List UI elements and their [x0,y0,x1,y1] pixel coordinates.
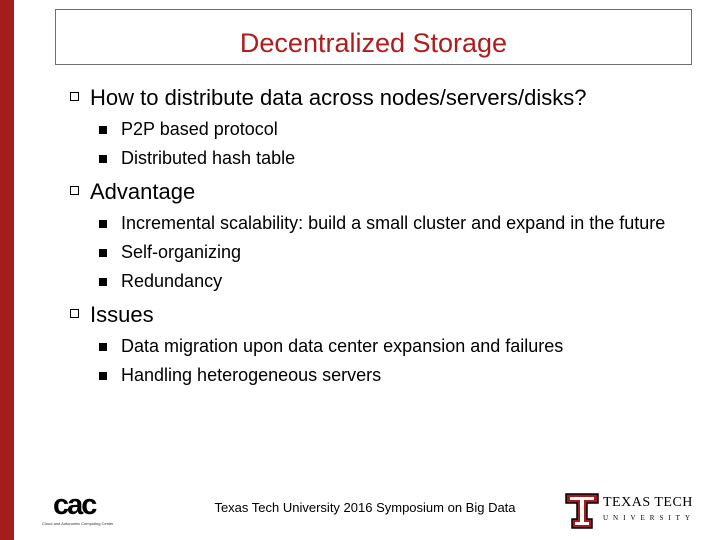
square-bullet-icon [99,372,107,380]
cac-logo-subtext: Cloud and Autonomic Computing Center [42,521,114,526]
cac-logo-text: cac [53,489,96,521]
double-t-icon [565,493,599,529]
hollow-square-bullet-icon [70,186,79,195]
footer-caption: Texas Tech University 2016 Symposium on Big Data [214,500,516,515]
sub-bullet [70,118,710,141]
tt-logo-university: UNIVERSITY [603,514,695,522]
slide-title: Decentralized Storage [239,28,508,58]
sub-bullet-text: Incremental scalability: build a small cluster and expand in the future [121,213,666,233]
square-bullet-icon [99,343,107,351]
sub-bullet-text: Data migration upon data center expansion and failures [121,336,564,356]
bullet-section-1 [70,84,710,112]
section-1-heading: How to distribute data across nodes/servers/disks? [90,85,587,110]
sub-bullet-text: Distributed hash table [121,148,296,168]
texas-tech-logo [565,493,705,529]
left-accent-bar [0,0,14,540]
tt-logo-name: TEXAS TECH [603,495,693,510]
square-bullet-icon [99,155,107,163]
title-box [55,9,692,65]
square-bullet-icon [99,126,107,134]
hollow-square-bullet-icon [70,309,79,318]
bullet-section-2 [70,178,710,206]
section-3-heading: Issues [90,302,154,327]
bullet-section-3 [70,301,710,329]
sub-bullet [70,147,710,170]
sub-bullet-text: Handling heterogeneous servers [121,365,382,385]
sub-bullet [70,212,710,235]
slide-content [70,84,710,387]
cac-logo [42,489,142,527]
hollow-square-bullet-icon [70,92,79,101]
sub-bullet [70,270,710,293]
sub-bullet-text: Redundancy [121,271,223,291]
sub-bullet-text: Self-organizing [121,242,242,262]
sub-bullet-text: P2P based protocol [121,119,278,139]
square-bullet-icon [99,220,107,228]
square-bullet-icon [99,278,107,286]
sub-bullet [70,241,710,264]
square-bullet-icon [99,249,107,257]
sub-bullet [70,364,710,387]
sub-bullet [70,335,710,358]
section-2-heading: Advantage [90,179,196,204]
